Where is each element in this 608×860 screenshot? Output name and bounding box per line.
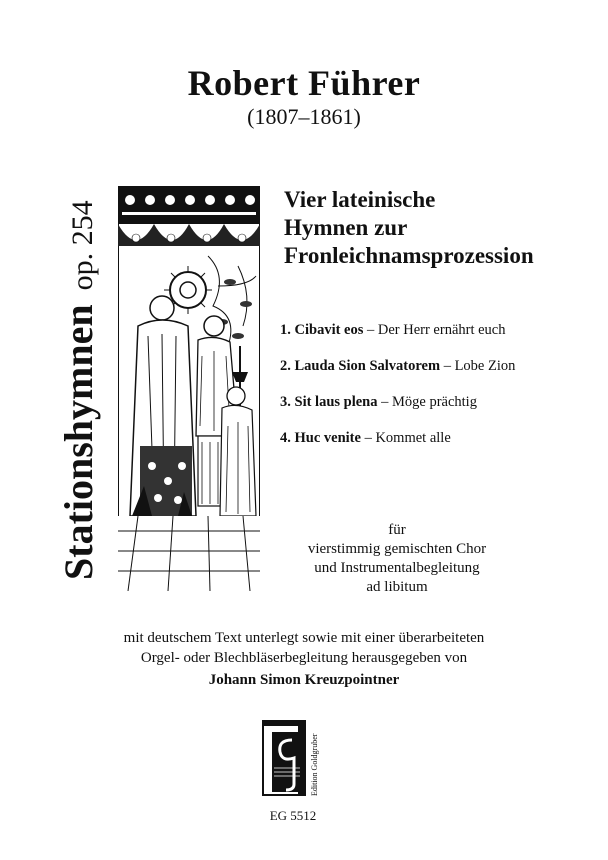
hymn-german-title: Der Herr ernährt euch: [377, 322, 506, 338]
hymn-german-title: Kommet alle: [375, 430, 451, 446]
woodcut-image: [118, 186, 260, 591]
composer-name: Robert Führer: [187, 63, 421, 103]
hymn-latin-title: 1. Cibavit eos: [280, 322, 364, 338]
hymn-item: [280, 394, 515, 430]
subtitle-line: Hymnen zur: [284, 215, 408, 240]
hymn-list: [280, 322, 515, 466]
catalog-number: EG 5512: [269, 808, 317, 823]
hymn-separator: –: [363, 322, 378, 338]
scoring-line: ad libitum: [366, 579, 428, 595]
hymn-latin-title: 3. Sit laus plena: [280, 394, 378, 410]
vertical-title: [55, 200, 102, 580]
scoring-line: und Instrumentalbegleitung: [314, 560, 480, 576]
publisher-logo: [258, 718, 328, 798]
edition-description: [0, 628, 608, 668]
hymn-latin-title: 2. Lauda Sion Salvatorem: [280, 358, 441, 374]
opus-number: op. 254: [66, 200, 99, 291]
editor-name: Johann Simon Kreuzpointner: [208, 672, 400, 688]
subtitle-line: Vier lateinische: [284, 187, 436, 212]
hymn-separator: –: [440, 358, 455, 374]
hymn-item: [280, 430, 515, 466]
hymn-german-title: Möge prächtig: [392, 394, 477, 410]
hymn-german-title: Lobe Zion: [454, 358, 516, 374]
description-line: mit deutschem Text unterlegt sowie mit einer überarbeiteten: [123, 630, 485, 646]
composer-dates: (1807–1861): [247, 104, 361, 129]
publisher-name: Edition Goldgruber: [310, 733, 319, 796]
hymn-item: [280, 322, 515, 358]
hymn-separator: –: [360, 430, 376, 446]
scoring-line: vierstimmig gemischten Chor: [307, 541, 487, 557]
scoring-line: für: [388, 522, 406, 538]
subtitle: [284, 186, 534, 270]
hymn-latin-title: 4. Huc venite: [280, 430, 361, 446]
work-title: Stationshymnen: [56, 304, 101, 580]
subtitle-line: Fronleichnamsprozession: [284, 243, 534, 268]
procession-illustration: [118, 186, 260, 591]
hymn-item: [280, 358, 515, 394]
hymn-separator: –: [377, 394, 392, 410]
description-line: Orgel- oder Blechbläserbegleitung herausgegeben von: [140, 650, 468, 666]
scoring-block: [272, 521, 522, 597]
